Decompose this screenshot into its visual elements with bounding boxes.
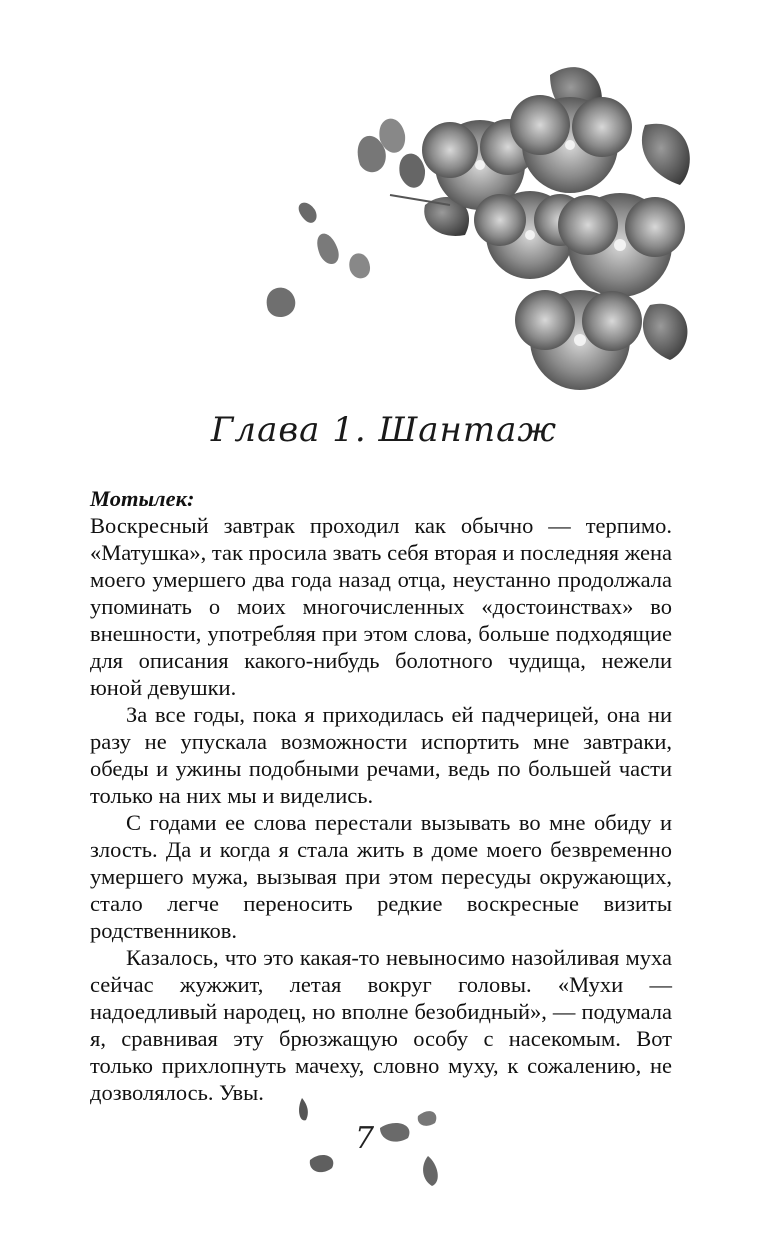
paragraph: С годами ее слова перестали вызывать во мне обиду и злость. Да и когда я стала жить в доме моего безвременно умершего мужа, вызывая при этом пересуды окружающих, стало легче переносить редкие воскресные визиты родственников.: [90, 810, 672, 943]
speaker-label: Мотылек:: [90, 486, 195, 511]
body-text: [90, 485, 672, 1106]
paragraph: Воскресный завтрак проходил как обычно — терпимо. «Матушка», так просила звать себя вторая и последняя жена моего умершего два года назад отца, неустанно продолжала упоминать о моих многочисленных «достоинствах» во внешности, употребляя при этом слова, больше подходящие для описания какого-нибудь болотного чудища, нежели юной девушки.: [90, 513, 672, 700]
chapter-title: Глава 1. Шантаж: [210, 410, 558, 450]
page-number: 7: [355, 1121, 375, 1156]
pansy-bouquet-illustration: [250, 55, 710, 400]
paragraph: За все годы, пока я приходилась ей падчерицей, она ни разу не упускала возможности испортить мне завтраки, обеды и ужины подобными речами, ведь по большей части только на них мы и виделись.: [90, 702, 672, 808]
paragraph: Казалось, что это какая-то невыносимо назойливая муха сейчас жужжит, летая вокруг головы. «Мухи — надоедливый народец, но вполне безобидный», — подумала я, сравнивая эту брюзжащую особу с насекомым. Вот только прихлопнуть мачеху, словно муху, к сожалению, не дозволялось. Увы.: [90, 945, 672, 1105]
